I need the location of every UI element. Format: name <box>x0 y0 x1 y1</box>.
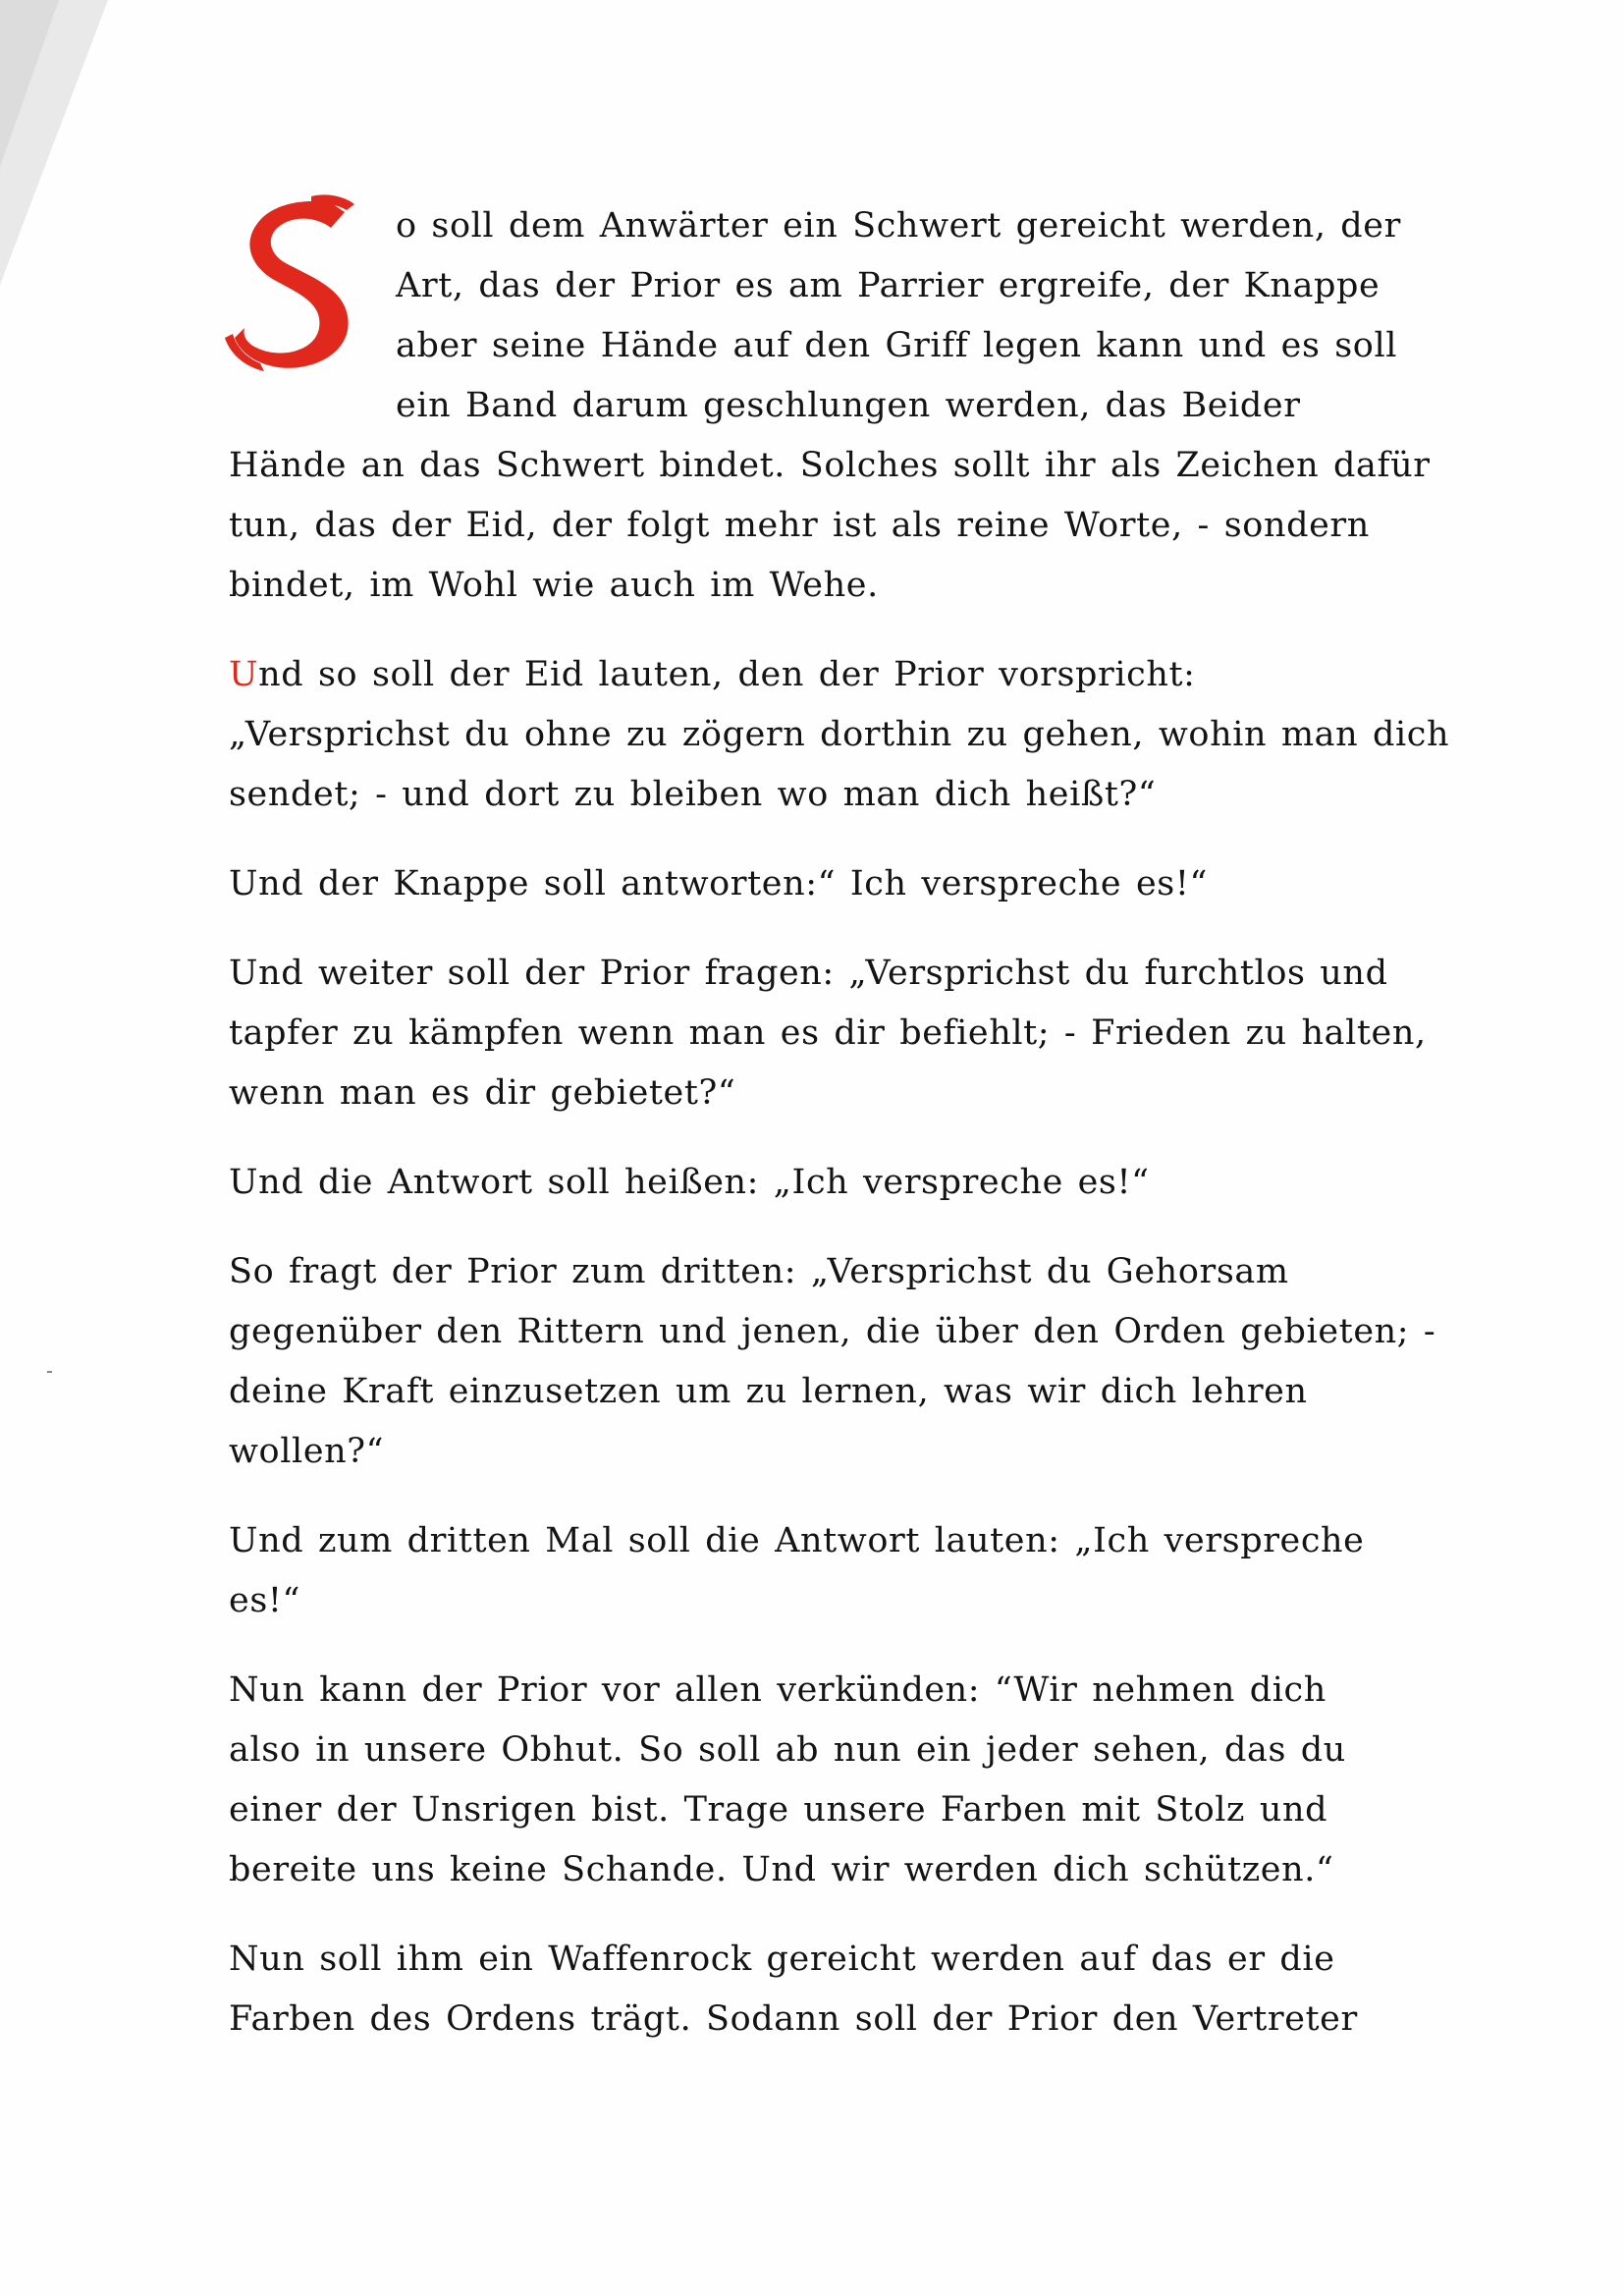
paragraph-line: Hände an das Schwert bindet. Solches sollt ihr als Zeichen dafür <box>229 446 1431 485</box>
paragraph-6 <box>229 1242 1436 1482</box>
paragraph-line: also in unsere Obhut. So soll ab nun ein jeder sehen, das du <box>229 1730 1346 1770</box>
paragraph-line: wenn man es dir gebietet?“ <box>229 1073 736 1113</box>
paragraph-line: Und zum dritten Mal soll die Antwort lauten: „Ich verspreche <box>229 1521 1365 1560</box>
paragraph-line: bereite uns keine Schande. Und wir werden dich schützen.“ <box>229 1850 1334 1889</box>
paragraph-4 <box>229 944 1427 1123</box>
paragraph-line: tapfer zu kämpfen wenn man es dir befiehlt; - Frieden zu halten, <box>229 1013 1427 1053</box>
paragraph-line: ein Band darum geschlungen werden, das Beider <box>396 386 1301 425</box>
paragraph-line: einer der Unsrigen bist. Trage unsere Farben mit Stolz und <box>229 1790 1328 1830</box>
paragraph-line <box>229 645 1358 705</box>
paragraph-line: wollen?“ <box>229 1432 385 1471</box>
paragraph-2 <box>229 645 1450 825</box>
paragraph-line: o soll dem Anwärter ein Schwert gereicht werden, der <box>396 206 1401 246</box>
paragraph-line: bindet, im Wohl wie auch im Wehe. <box>229 566 879 605</box>
dropcap-s-shape <box>235 201 349 368</box>
paragraph-line: aber seine Hände auf den Griff legen kann und es soll <box>396 326 1398 365</box>
paragraph-7 <box>229 1511 1365 1631</box>
paragraph-5 <box>229 1153 1358 1213</box>
dropcap-s-initial <box>217 191 364 377</box>
paragraph-line: gegenüber den Rittern und jenen, die über den Orden gebieten; - <box>229 1312 1436 1351</box>
paragraph-line-text: nd so soll der Eid lauten, den der Prior vorspricht: <box>258 655 1196 694</box>
scan-speck <box>47 1371 52 1373</box>
paragraph-line: So fragt der Prior zum dritten: „Versprichst du Gehorsam <box>229 1252 1289 1291</box>
paragraph-line: Farben des Ordens trägt. Sodann soll der Prior den Vertreter <box>229 1999 1358 2039</box>
page-corner-fold <box>0 0 59 167</box>
paragraph-line: „Versprichst du ohne zu zögern dorthin zu gehen, wohin man dich <box>229 715 1450 754</box>
paragraph-line: sendet; - und dort zu bleiben wo man dich heißt?“ <box>229 775 1157 814</box>
paragraph-3 <box>229 854 1358 914</box>
paragraph-8 <box>229 1661 1358 1900</box>
paragraph-line: Und die Antwort soll heißen: „Ich verspreche es!“ <box>229 1163 1150 1202</box>
paragraph-line: Nun kann der Prior vor allen verkünden: “Wir nehmen dich <box>229 1670 1326 1710</box>
paragraph-line: tun, das der Eid, der folgt mehr ist als reine Worte, - sondern <box>229 506 1370 545</box>
paragraph-line: deine Kraft einzusetzen um zu lernen, was wir dich lehren <box>229 1372 1308 1411</box>
red-initial-u: U <box>229 655 259 694</box>
paragraph-line: Und der Knappe soll antworten:“ Ich verspreche es!“ <box>229 864 1208 903</box>
paragraph-line: Art, das der Prior es am Parrier ergreife, der Knappe <box>396 266 1380 305</box>
paragraph-1 <box>229 196 1431 616</box>
document-body <box>229 196 1450 2079</box>
paragraph-line: Nun soll ihm ein Waffenrock gereicht werden auf das er die <box>229 1940 1335 1979</box>
paragraph-line: es!“ <box>229 1581 301 1620</box>
paragraph-line: Und weiter soll der Prior fragen: „Versprichst du furchtlos und <box>229 954 1388 993</box>
paragraph-9 <box>229 1930 1358 2050</box>
